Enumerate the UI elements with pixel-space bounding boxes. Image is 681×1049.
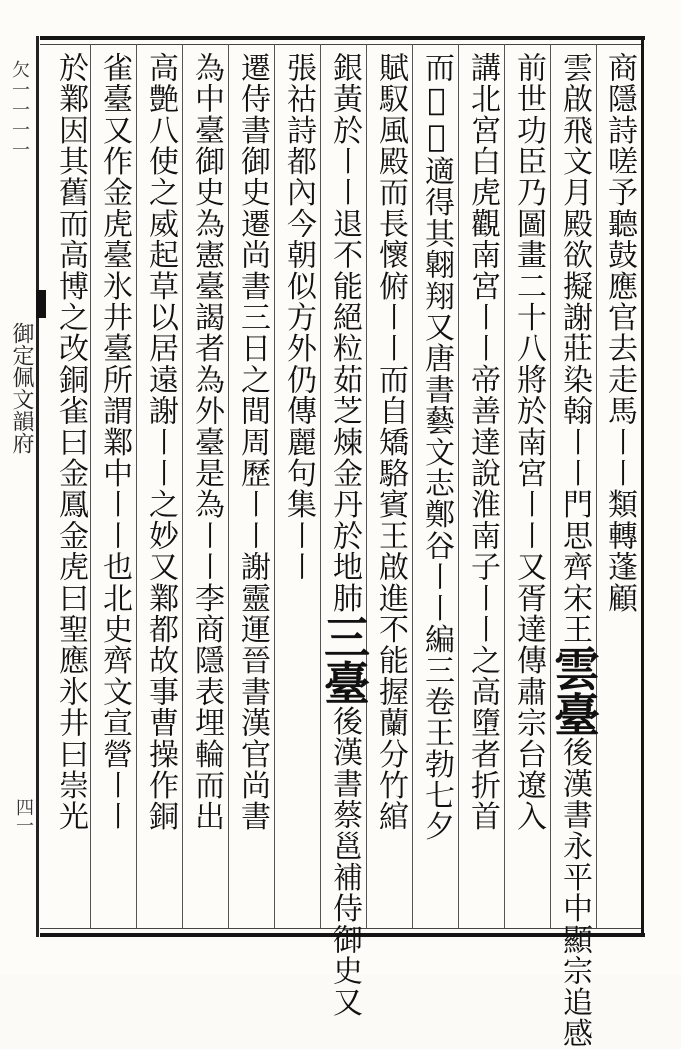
text-column-12: 雀臺又作金虎臺氷井臺所謂鄴中〡〡也北史齊文宣營〡〡	[97, 52, 132, 832]
text-column-1: 商隱詩嗟予聽鼓應官去走馬〡〡類轉蓬顧	[602, 52, 637, 614]
column-rule	[412, 44, 413, 928]
column-rule	[550, 44, 551, 928]
column-rule	[366, 44, 367, 928]
text-column-8: 張祜詩都內今朝似方外仍傳麗句集〡〡	[281, 52, 316, 583]
text-column-2	[547, 52, 601, 1049]
text-column-9: 遷侍書御史遷尚書三日之間周歷〡〡謝靈運晉書漢官尚書	[235, 52, 270, 832]
text-run: 雲啟飛文月殿欲擬謝莊染翰〡〡門思齊宋王	[557, 52, 592, 645]
text-column-10: 為中臺御史為憲臺謁者為外臺是為〡〡李商隱表埋輪而出	[189, 52, 224, 832]
text-column-7	[317, 52, 371, 1018]
text-column-11: 高艶八使之威起草以居遠謝〡〡之妙又鄴都故事曹操作銅	[143, 52, 178, 832]
page-number: 四一	[13, 798, 34, 834]
text-column-3: 前世功臣乃圖畫二十八將於南宮〡〡又胥達傳肅宗台遼入	[511, 52, 546, 832]
column-rule	[596, 44, 597, 928]
center-fold-line	[36, 36, 39, 937]
column-rule	[90, 44, 91, 928]
column-rule	[274, 44, 275, 928]
column-rule	[228, 44, 229, 928]
headword-santai: 三臺	[317, 613, 371, 706]
spine-upper-text: 欠一一一一	[9, 60, 30, 160]
text-column-4: 講北宮白虎觀南宮〡〡帝善達說淮南子〡〡之高墮者折首	[465, 52, 500, 832]
column-rule	[504, 44, 505, 928]
top-border	[40, 36, 645, 40]
text-column-6: 賦馭風殿而長懷俯〡〡而自矯駱賓王啟進不能握蘭分竹綰	[373, 52, 408, 832]
fish-tail-mark	[36, 290, 46, 318]
headword-yuntai: 雲臺	[547, 644, 601, 737]
text-run: 後漢書永平中顯宗追感	[557, 736, 592, 1049]
column-rule	[320, 44, 321, 928]
column-rule	[136, 44, 137, 928]
text-column-5: 而𦆑𦆑適得其翺翔又唐書藝文志鄭谷〡〡編三卷王勃七夕	[419, 52, 454, 842]
text-column-13: 於鄴因其舊而高博之改銅雀曰金鳳金虎曰聖應氷井曰崇光	[53, 52, 88, 832]
spine-book-title: 御定佩文韻府	[9, 322, 34, 454]
column-rule	[458, 44, 459, 928]
right-border	[641, 36, 644, 937]
column-rule	[182, 44, 183, 928]
text-run: 銀黃於〡〡退不能絕粒茹芝煉金丹於地肺	[327, 52, 362, 614]
text-run: 後漢書蔡邕補侍御史又	[327, 705, 362, 1018]
